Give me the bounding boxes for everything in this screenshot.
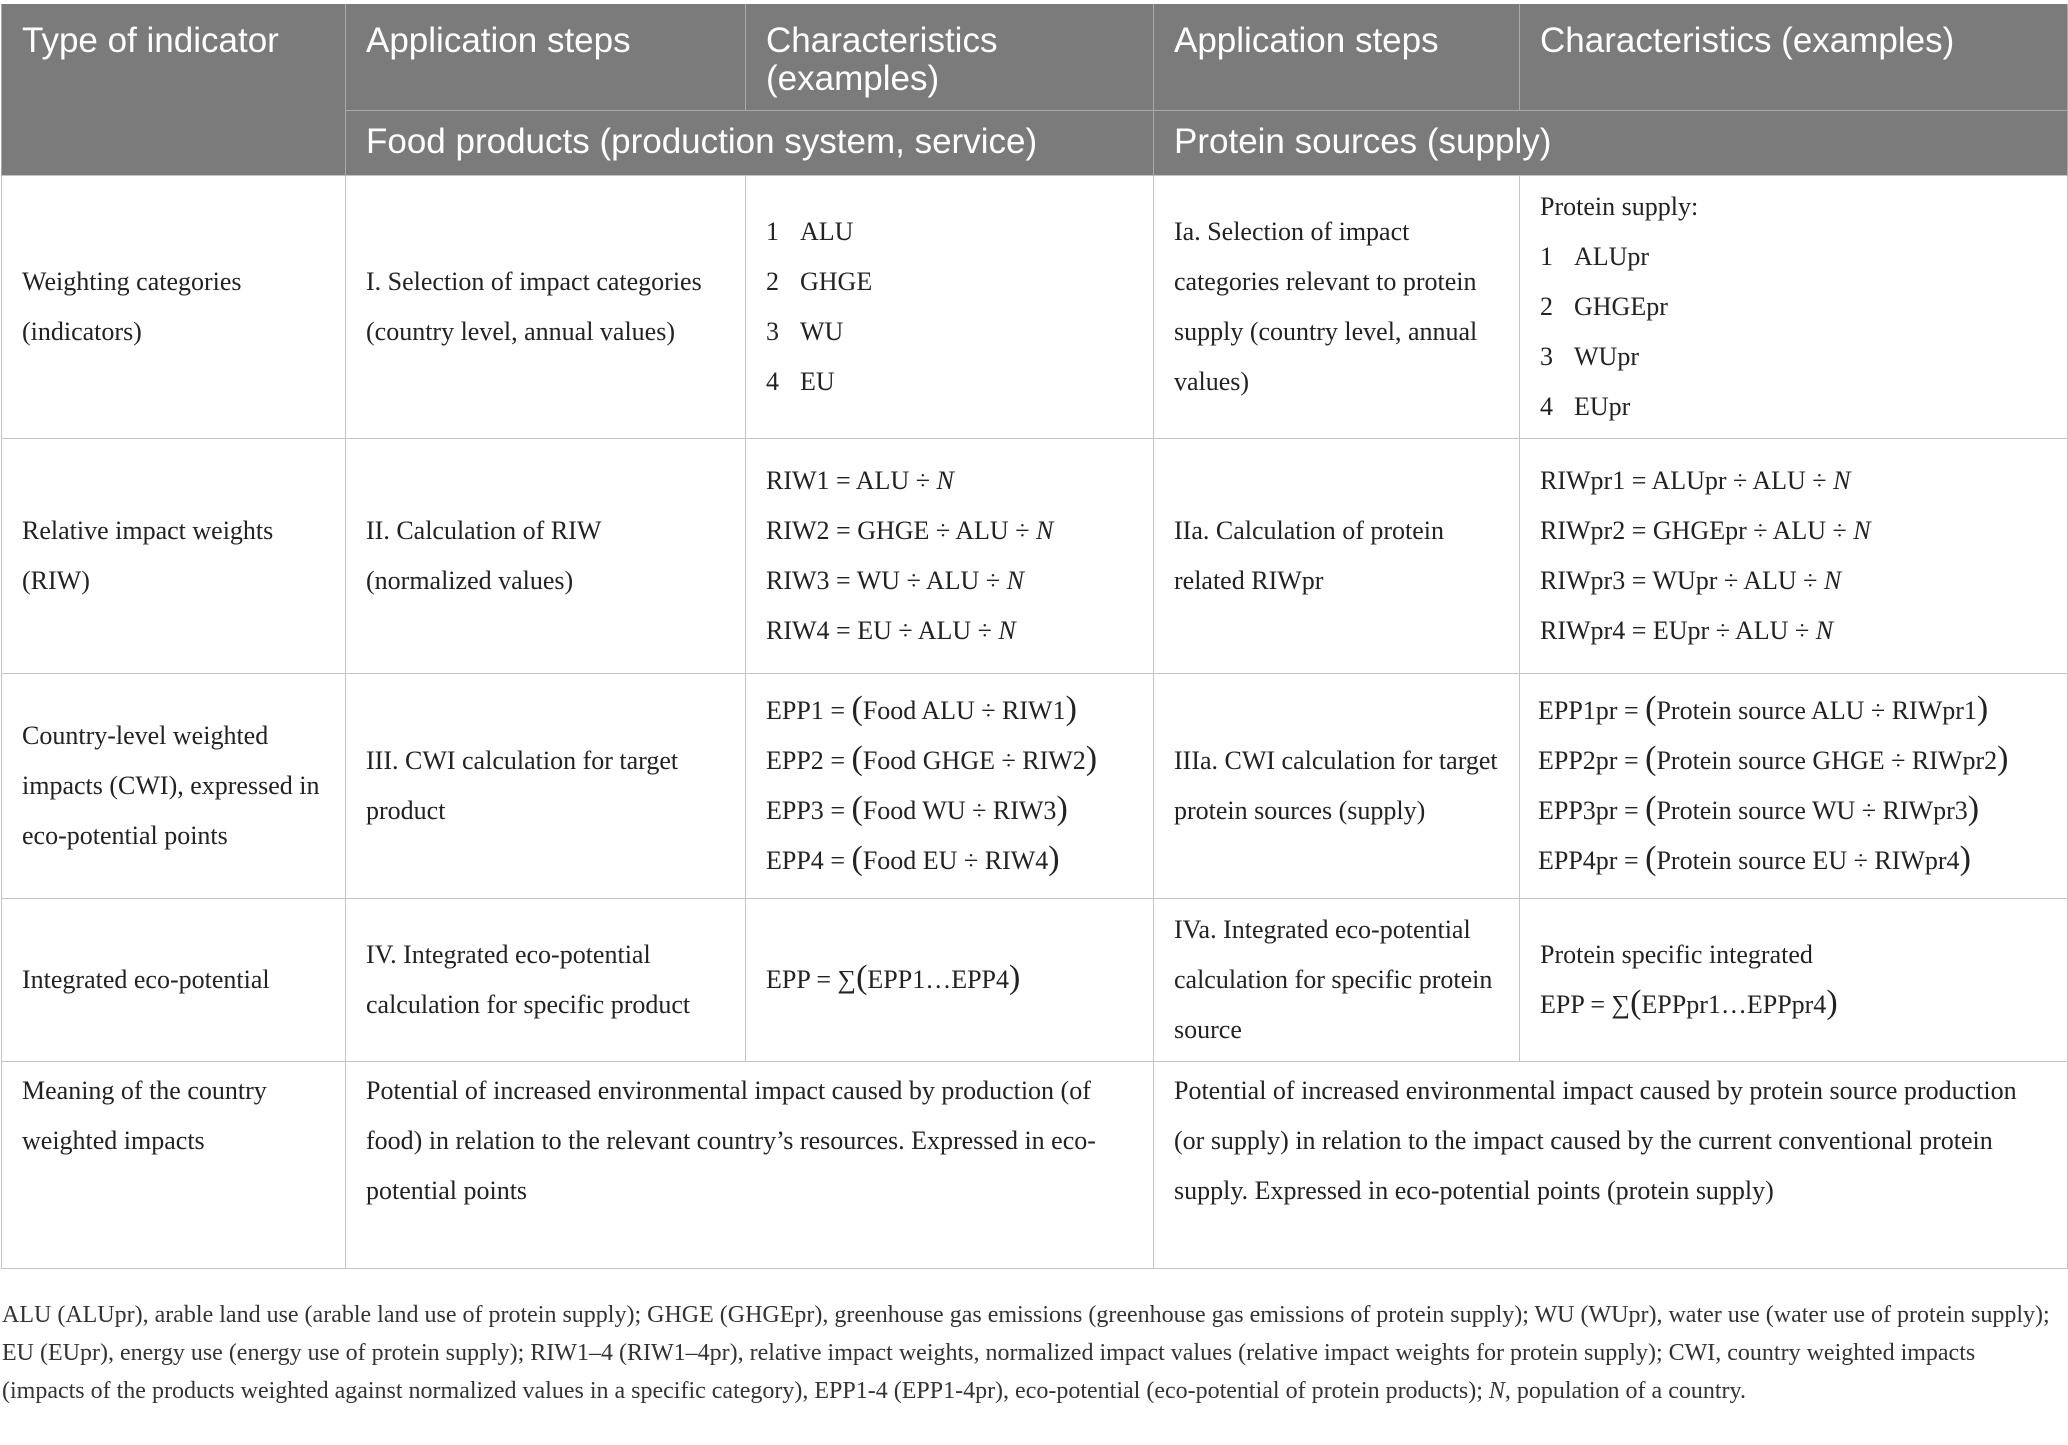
cell-food-step-weighting: I. Selection of impact categories (country level, annual values) (346, 176, 746, 439)
header-characteristics-food: Characteristics (examples) (746, 4, 1154, 111)
formula: RIW3 = WU ÷ ALU ÷ N (766, 566, 1024, 595)
formula: EPP = ∑(EPP1…EPP4) (766, 959, 1021, 996)
cell-protein-formulas-cwi (1520, 674, 2068, 899)
formula: EPP1pr = (Protein source ALU ÷ RIWpr1) (1538, 690, 1989, 727)
cell-type-cwi: Country-level weighted impacts (CWI), expressed in eco-potential points (2, 674, 346, 899)
cell-protein-meaning: Potential of increased environmental impact caused by protein source production (or supply) in relation to the impact caused by the current conventional protein supply. Expressed in eco-potential points (protein supply) (1154, 1062, 2068, 1269)
table-row-riw (2, 439, 2068, 674)
formula: EPP3pr = (Protein source WU ÷ RIWpr3) (1538, 790, 1980, 827)
cell-food-formulas-riw (746, 439, 1154, 674)
formula: EPP2 = (Food GHGE ÷ RIW2) (766, 740, 1098, 777)
list-item: 2 GHGEpr (1540, 292, 1668, 321)
cell-protein-step-weighting: Ia. Selection of impact categories relevant to protein supply (country level, annual values) (1154, 176, 1520, 439)
header-type-of-indicator: Type of indicator (2, 4, 346, 176)
cell-type-meaning: Meaning of the country weighted impacts (2, 1062, 346, 1269)
header-food-products: Food products (production system, service) (346, 111, 1154, 176)
formula: EPP1 = (Food ALU ÷ RIW1) (766, 690, 1077, 727)
cell-food-step-riw: II. Calculation of RIW (normalized values) (346, 439, 746, 674)
cell-protein-items-weighting (1520, 176, 2068, 439)
header-characteristics-protein: Characteristics (examples) (1520, 4, 2068, 111)
formula: EPP4 = (Food EU ÷ RIW4) (766, 840, 1060, 877)
cell-food-step-integrated: IV. Integrated eco-potential calculation for specific product (346, 899, 746, 1062)
formula: RIWpr3 = WUpr ÷ ALU ÷ N (1540, 566, 1842, 595)
list-item: 4 EUpr (1540, 392, 1631, 421)
table-footnote: ALU (ALUpr), arable land use (arable land use of protein supply); GHGE (GHGEpr), greenhouse gas emissions (greenhouse gas emissions of protein supply); WU (WUpr), water use (water use of protein supply); EU (EUpr), energy use (energy use of protein supply); RIW1–4 (RIW1–4pr), relative impact weights, normalized impact values (relative impact weights for protein supply); CWI, country weighted impacts (impacts of the products weighted against normalized values in a specific category), EPP1-4 (EPP1-4pr), eco-potential (eco-potential of protein products); N, population of a country. (2, 1302, 2050, 1404)
cell-protein-step-riw: IIa. Calculation of protein related RIWpr (1154, 439, 1520, 674)
formula: EPP2pr = (Protein source GHGE ÷ RIWpr2) (1538, 740, 2009, 777)
formula: RIW4 = EU ÷ ALU ÷ N (766, 616, 1016, 645)
formula: EPP4pr = (Protein source EU ÷ RIWpr4) (1538, 840, 1971, 877)
formula: EPP = ∑(EPPpr1…EPPpr4) (1540, 984, 1838, 1021)
cell-type-riw: Relative impact weights (RIW) (2, 439, 346, 674)
list-item: 2 GHGE (766, 267, 873, 296)
header-protein-sources: Protein sources (supply) (1154, 111, 2068, 176)
formula: RIW1 = ALU ÷ N (766, 466, 954, 495)
list-item: 3 WUpr (1540, 342, 1639, 371)
cell-food-formula-integrated (746, 899, 1154, 1062)
protein-specific-heading: Protein specific integrated (1540, 940, 1813, 969)
cell-protein-step-integrated: IVa. Integrated eco-potential calculation for specific protein source (1154, 899, 1520, 1062)
cell-food-step-cwi: III. CWI calculation for target product (346, 674, 746, 899)
cell-type-integrated: Integrated eco-potential (2, 899, 346, 1062)
list-item: 1 ALU (766, 217, 854, 246)
list-item: 1 ALUpr (1540, 242, 1650, 271)
header-application-steps-protein: Application steps (1154, 4, 1520, 111)
cell-protein-formula-integrated (1520, 899, 2068, 1062)
table-row-meaning (2, 1062, 2068, 1269)
formula: RIWpr2 = GHGEpr ÷ ALU ÷ N (1540, 516, 1871, 545)
indicator-table (1, 4, 2068, 1269)
table-row-integrated (2, 899, 2068, 1062)
table-row-weighting (2, 176, 2068, 439)
table-row-cwi (2, 674, 2068, 899)
header-row-1 (2, 4, 2068, 111)
cell-protein-step-cwi: IIIa. CWI calculation for target protein sources (supply) (1154, 674, 1520, 899)
header-application-steps-food: Application steps (346, 4, 746, 111)
protein-supply-heading: Protein supply: (1540, 192, 1699, 221)
formula: RIWpr4 = EUpr ÷ ALU ÷ N (1540, 616, 1834, 645)
cell-food-items-weighting (746, 176, 1154, 439)
formula: EPP3 = (Food WU ÷ RIW3) (766, 790, 1068, 827)
cell-food-meaning: Potential of increased environmental impact caused by production (of food) in relation to the relevant country’s resources. Expressed in eco-potential points (346, 1062, 1154, 1269)
list-item: 3 WU (766, 317, 844, 346)
formula: RIW2 = GHGE ÷ ALU ÷ N (766, 516, 1054, 545)
cell-food-formulas-cwi (746, 674, 1154, 899)
cell-type-weighting: Weighting categories (indicators) (2, 176, 346, 439)
cell-protein-formulas-riw (1520, 439, 2068, 674)
list-item: 4 EU (766, 367, 835, 396)
formula: RIWpr1 = ALUpr ÷ ALU ÷ N (1540, 466, 1851, 495)
